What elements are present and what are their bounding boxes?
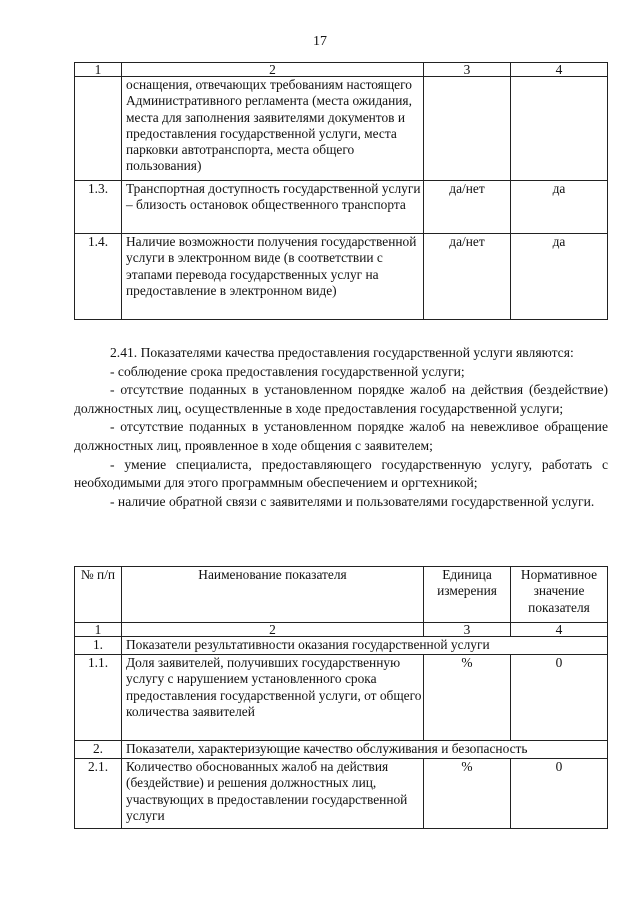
section-row [75,637,608,655]
column-index-2: 2 [122,63,424,77]
row-number: 1.3. [75,181,122,234]
row-value: да [511,234,608,320]
row-unit: да/нет [424,181,511,234]
list-item: - отсутствие поданных в установленном порядке жалоб на невежливое обращение должностных лиц, проявленное в ходе общения с заявителем; [74,419,608,453]
table-column-headers [75,567,608,623]
row-number: 1.1. [75,655,122,741]
page-number: 17 [313,34,327,49]
list-item: - соблюдение срока предоставления государственной услуги; [110,363,465,379]
column-index-4: 4 [511,623,608,637]
list-item: - умение специалиста, предоставляющего государственную услугу, работать с необходимыми для этого программным обеспечением и оргтехникой; [74,456,608,491]
row-value: 0 [511,655,608,741]
row-value: да [511,181,608,234]
section-number: 1. [75,637,122,655]
row-name: Количество обоснованных жалоб на действия (бездействие) и решения должностных лиц, участвующих в предоставлении государственной услуги [122,759,424,829]
table-row [75,655,608,741]
paragraph-intro: 2.41. Показателями качества предоставления государственной услуги являются: [110,345,574,360]
row-unit: % [424,759,511,829]
row-name: Доля заявителей, получивших государственную услугу с нарушением установленного срока предоставления государственной услуги, от общего количества заявителей [122,655,424,741]
header-value: Нормативное значение показателя [511,567,608,623]
table-index-row [75,623,608,637]
row-number [75,77,122,181]
row-unit: да/нет [424,234,511,320]
table-row [75,181,608,234]
row-unit [424,77,511,181]
table-row [75,759,608,829]
indicators-table [74,566,608,829]
list-item: - наличие обратной связи с заявителями и пользователями государственной услуги. [110,493,595,509]
row-name: оснащения, отвечающих требованиям настоящего Административного регламента (места ожидания, места для заполнения заявителями документов и предоставления государственной услуги, места парковки автотранспорта, места общего пользования) [122,77,424,181]
column-index-1: 1 [75,623,122,637]
column-index-3: 3 [424,63,511,77]
row-value: 0 [511,759,608,829]
header-number: № п/п [75,567,122,623]
row-unit: % [424,655,511,741]
section-number: 2. [75,741,122,759]
row-number: 2.1. [75,759,122,829]
row-name: Наличие возможности получения государственной услуги в электронном виде (в соответствии с этапами перевода государственных услуг на предоставление в электронном виде) [122,234,424,320]
row-value [511,77,608,181]
section-row [75,741,608,759]
table-header-row [75,63,608,77]
header-name: Наименование показателя [122,567,424,623]
column-index-3: 3 [424,623,511,637]
list-item: - отсутствие поданных в установленном порядке жалоб на действия (бездействие) должностных лиц, осуществленные в ходе предоставления государственной услуги; [74,382,608,416]
row-name: Транспортная доступность государственной услуги – близость остановок общественного транспорта [122,181,424,234]
column-index-2: 2 [122,623,424,637]
table-row [75,234,608,320]
table-row [75,77,608,181]
row-number: 1.4. [75,234,122,320]
column-index-1: 1 [75,63,122,77]
section-title: Показатели, характеризующие качество обслуживания и безопасность [122,741,608,759]
quality-indicators-paragraph [74,344,608,511]
column-index-4: 4 [511,63,608,77]
continuation-table [74,62,608,320]
section-title: Показатели результативности оказания государственной услуги [122,637,608,655]
header-unit: Единица измерения [424,567,511,623]
